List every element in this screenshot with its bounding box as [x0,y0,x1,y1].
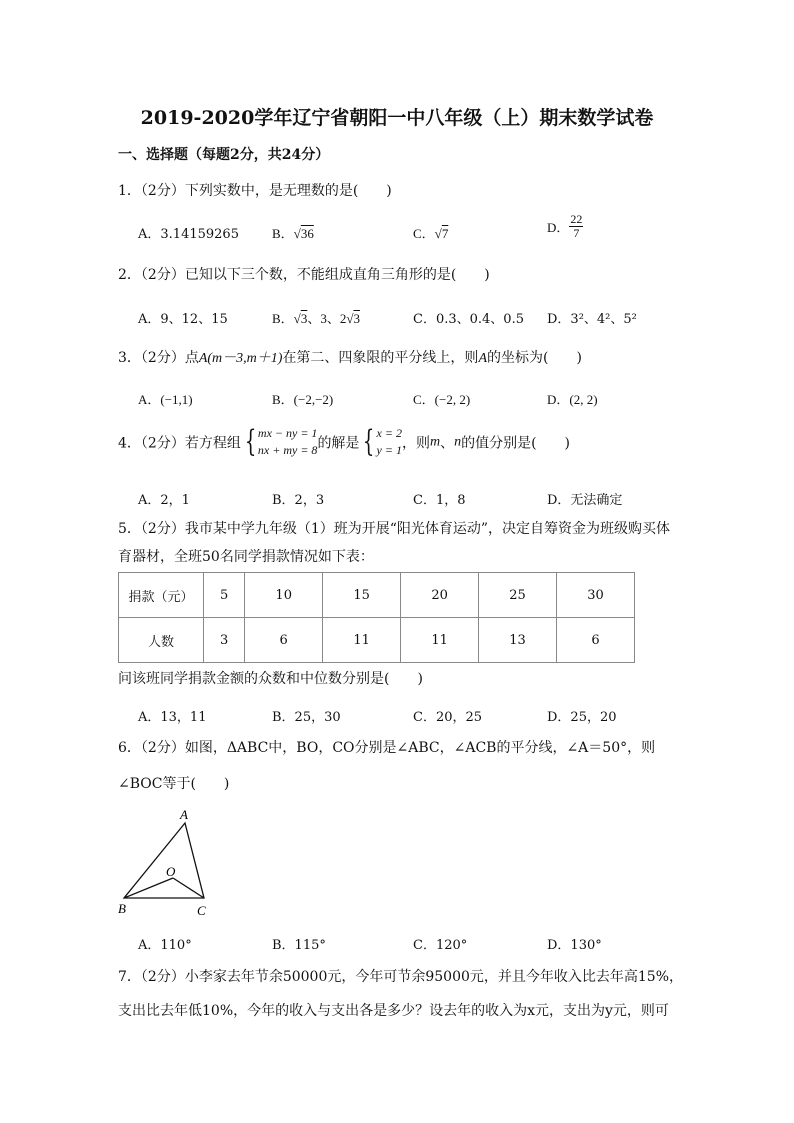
donation-table [118,572,635,663]
q5-option-c: C．20，25 [413,710,483,725]
q4-option-a: A．2，1 [138,493,190,508]
table-cell: 25 [479,573,557,618]
table-row [119,618,635,663]
q1-option-d: D． $\frac{22}{7}$ [547,212,583,241]
triangle-abc [124,823,204,898]
q3-option-a: A．(−1,1) [138,392,193,407]
q3-option-d: D．(2, 2) [547,392,598,407]
table-cell: 捐款（元） [119,573,204,618]
table-row [119,573,635,618]
label-b: B [118,901,126,916]
question-7-stem-line1: 7．（2分）小李家去年节余50000元，今年可节余95000元，并且今年收入比去年高15%， [118,969,684,985]
q4-option-b: B．2，3 [272,493,325,508]
question-7-stem-line2: 支出比去年低10%，今年的收入与支出各是多少？设去年的收入为x元，支出为y元，则可 [118,1003,669,1019]
q2-option-b: B．√3、3、2√3 [272,311,360,326]
q2-option-c: C．0.3、0.4、0.5 [413,312,524,327]
table-cell: 11 [401,618,479,663]
q4-option-d: D．无法确定 [547,493,623,508]
question-6-stem-line2: ∠BOC等于( ) [118,776,230,792]
q1-option-a: A．3.14159265 [138,227,239,242]
question-5-stem-line2: 育器材，全班50名同学捐款情况如下表： [118,549,374,565]
question-6-stem-line1: 6．（2分）如图，ΔABC中，BO，CO分别是∠ABC，∠ACB的平分线，∠A＝50°，则 [118,740,656,756]
q4-option-c: C．1，8 [413,493,466,508]
q6-option-a: A．110° [138,938,192,953]
q1-option-c: C．√7 [413,226,449,241]
question-4-stem: 4．（2分）若方程组 { mx − ny = 1 nx + my = 8 的解是 { x = 2 y = 1 ，则m、n的值分别是( ) [118,424,571,460]
q3-option-b: B．(−2,−2) [272,392,334,407]
q2-option-d: D．3²、4²、5² [547,312,637,327]
label-a: A [180,807,188,822]
table-cell: 3 [204,618,245,663]
table-cell: 13 [479,618,557,663]
table-cell: 6 [557,618,635,663]
table-cell: 11 [323,618,401,663]
q6-option-c: C．120° [413,938,468,953]
table-cell: 人数 [119,618,204,663]
label-c: C [197,903,206,918]
q6-option-d: D．130° [547,938,602,953]
q2-option-a: A．9、12、15 [138,312,228,327]
section-heading: 一、选择题（每题2分，共24分） [118,147,330,163]
label-o: O [166,864,176,879]
q5-option-b: B．25，30 [272,710,341,725]
question-2-stem: 2．（2分）已知以下三个数，不能组成直角三角形的是( ) [118,267,490,283]
question-3-stem: 3．（2分）点A(m－3,m＋1)在第二、四象限的平分线上，则A的坐标为( ) [118,350,582,366]
question-5-stem-line1: 5．（2分）我市某中学九年级（1）班为开展“阳光体育运动”，决定自筹资金为班级购买体 [118,521,671,537]
q1-option-b: B．√36 [272,226,314,241]
q5-option-d: D．25，20 [547,710,617,725]
page-title: 2019-2020学年辽宁省朝阳一中八年级（上）期末数学试卷 [140,107,654,129]
table-cell: 30 [557,573,635,618]
table-cell: 20 [401,573,479,618]
table-cell: 15 [323,573,401,618]
question-5-question: 问该班同学捐款金额的众数和中位数分别是( ) [118,671,423,687]
table-cell: 10 [245,573,323,618]
q5-option-a: A．13，11 [138,710,207,725]
q6-option-b: B．115° [272,938,326,953]
table-cell: 6 [245,618,323,663]
triangle-figure [112,805,222,923]
q3-option-c: C．(−2, 2) [413,392,471,407]
question-1-stem: 1．（2分）下列实数中，是无理数的是( ) [118,183,392,199]
table-cell: 5 [204,573,245,618]
